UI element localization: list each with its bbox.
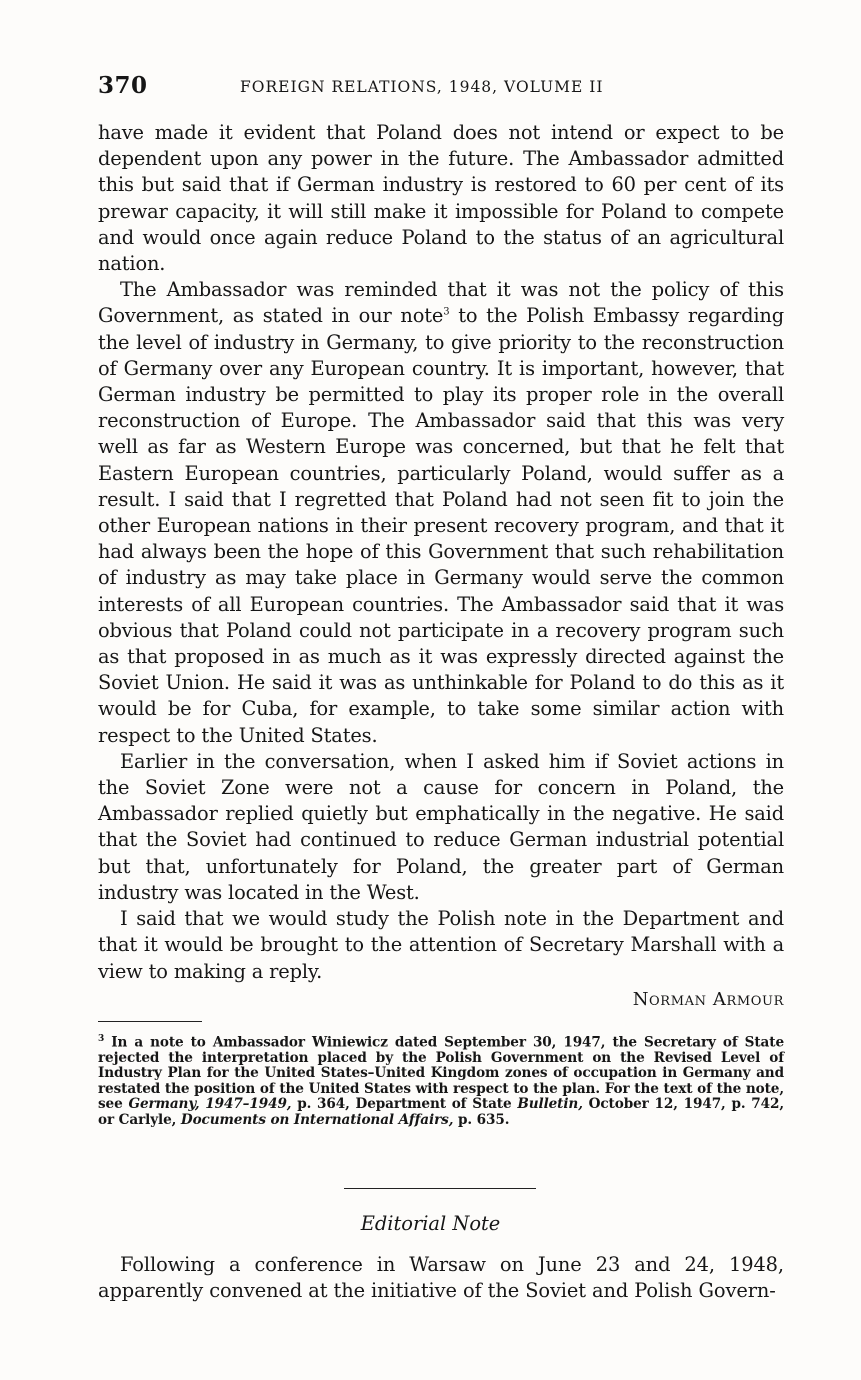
paragraph-3: Earlier in the conversation, when I asked him if Soviet actions in the Soviet Zone were not a cause for concern in Poland, the Ambassador replied quietly but emphatically in the negative. He said that the Soviet had continued to reduce German industrial potential but that, unfortunately for Poland, the greater part of German industry was located in the West. [98, 749, 784, 904]
editorial-note-title: Editorial Note [360, 1212, 501, 1235]
footnote-text-1: In a note to Ambassador Winiewicz dated September 30, 1947, the Secretary of State rejected the interpretation placed by the Polish Government on the Revised Level of Industry Plan for the United States–United Kingdom zones of occupation in Germany and restated the position of the United States with respect to the plan. For the text of the note, see [98, 1034, 784, 1113]
page-number: 370 [98, 72, 148, 99]
body-text [98, 120, 784, 1013]
footnote-divider [98, 1021, 202, 1022]
footnote-ref-documents: Documents on International Affairs, [180, 1111, 454, 1128]
footnote [98, 1032, 784, 1128]
paragraph-2-part-2: to the Polish Embassy regarding the level of industry in Germany, to give priority to the reconstruction of Germany over any European country. It is important, however, that German industry be permitted to play its proper role in the overall reconstruction of Europe. The Ambassador said that this was very well as far as Western Europe was concerned, but that he felt that Eastern European countries, particularly Poland, would suffer as a result. I said that I regretted that Poland had not seen fit to join the other European nations in their present recovery program, and that it had always been the hope of this Government that such rehabilitation of industry as may take place in Germany would serve the common interests of all European countries. The Ambassador said that it was obvious that Poland could not participate in a recovery program such as that proposed in as much as it was expressly directed against the Soviet Union. He said it was as unthinkable for Poland to do this as it would be for Cuba, for example, to take some similar action with respect to the United States. [98, 304, 784, 747]
footnote-text-2: p. 364, Department of State [291, 1096, 518, 1113]
editorial-note-text: Following a conference in Warsaw on June 23 and 24, 1948, apparently convened at the initiative of the Soviet and Polish Govern- [98, 1253, 784, 1303]
footnote-ref-germany: Germany, 1947–1949, [128, 1096, 292, 1113]
footnote-text-4: p. 635. [453, 1111, 510, 1128]
signature: Norman Armour [632, 988, 784, 1010]
page-header [98, 72, 784, 102]
footnote-marker: 3 [98, 1034, 105, 1044]
paragraph-2-part-1: The Ambassador was reminded that it was not the policy of this Government, as stated in our note [98, 278, 784, 328]
paragraph-4: I said that we would study the Polish note in the Department and that it would be brought to the attention of Secretary Marshall with a view to making a reply. [98, 907, 784, 983]
footnote-reference: 3 [443, 306, 450, 318]
footnote-ref-bulletin: Bulletin, [517, 1096, 583, 1113]
paragraph-1: have made it evident that Poland does not intend or expect to be dependent upon any power in the future. The Ambassador admitted this but said that if German industry is restored to 60 per cent of its prewar capacity, it will still make it impossible for Poland to compete and would once again reduce Poland to the status of an agricultural nation. [98, 121, 784, 276]
running-head: FOREIGN RELATIONS, 1948, VOLUME II [240, 78, 604, 96]
section-divider [344, 1188, 536, 1189]
footnote-text-3: October 12, 1947, p. 742, or Carlyle, [98, 1096, 784, 1128]
paragraph-2 [98, 277, 784, 749]
